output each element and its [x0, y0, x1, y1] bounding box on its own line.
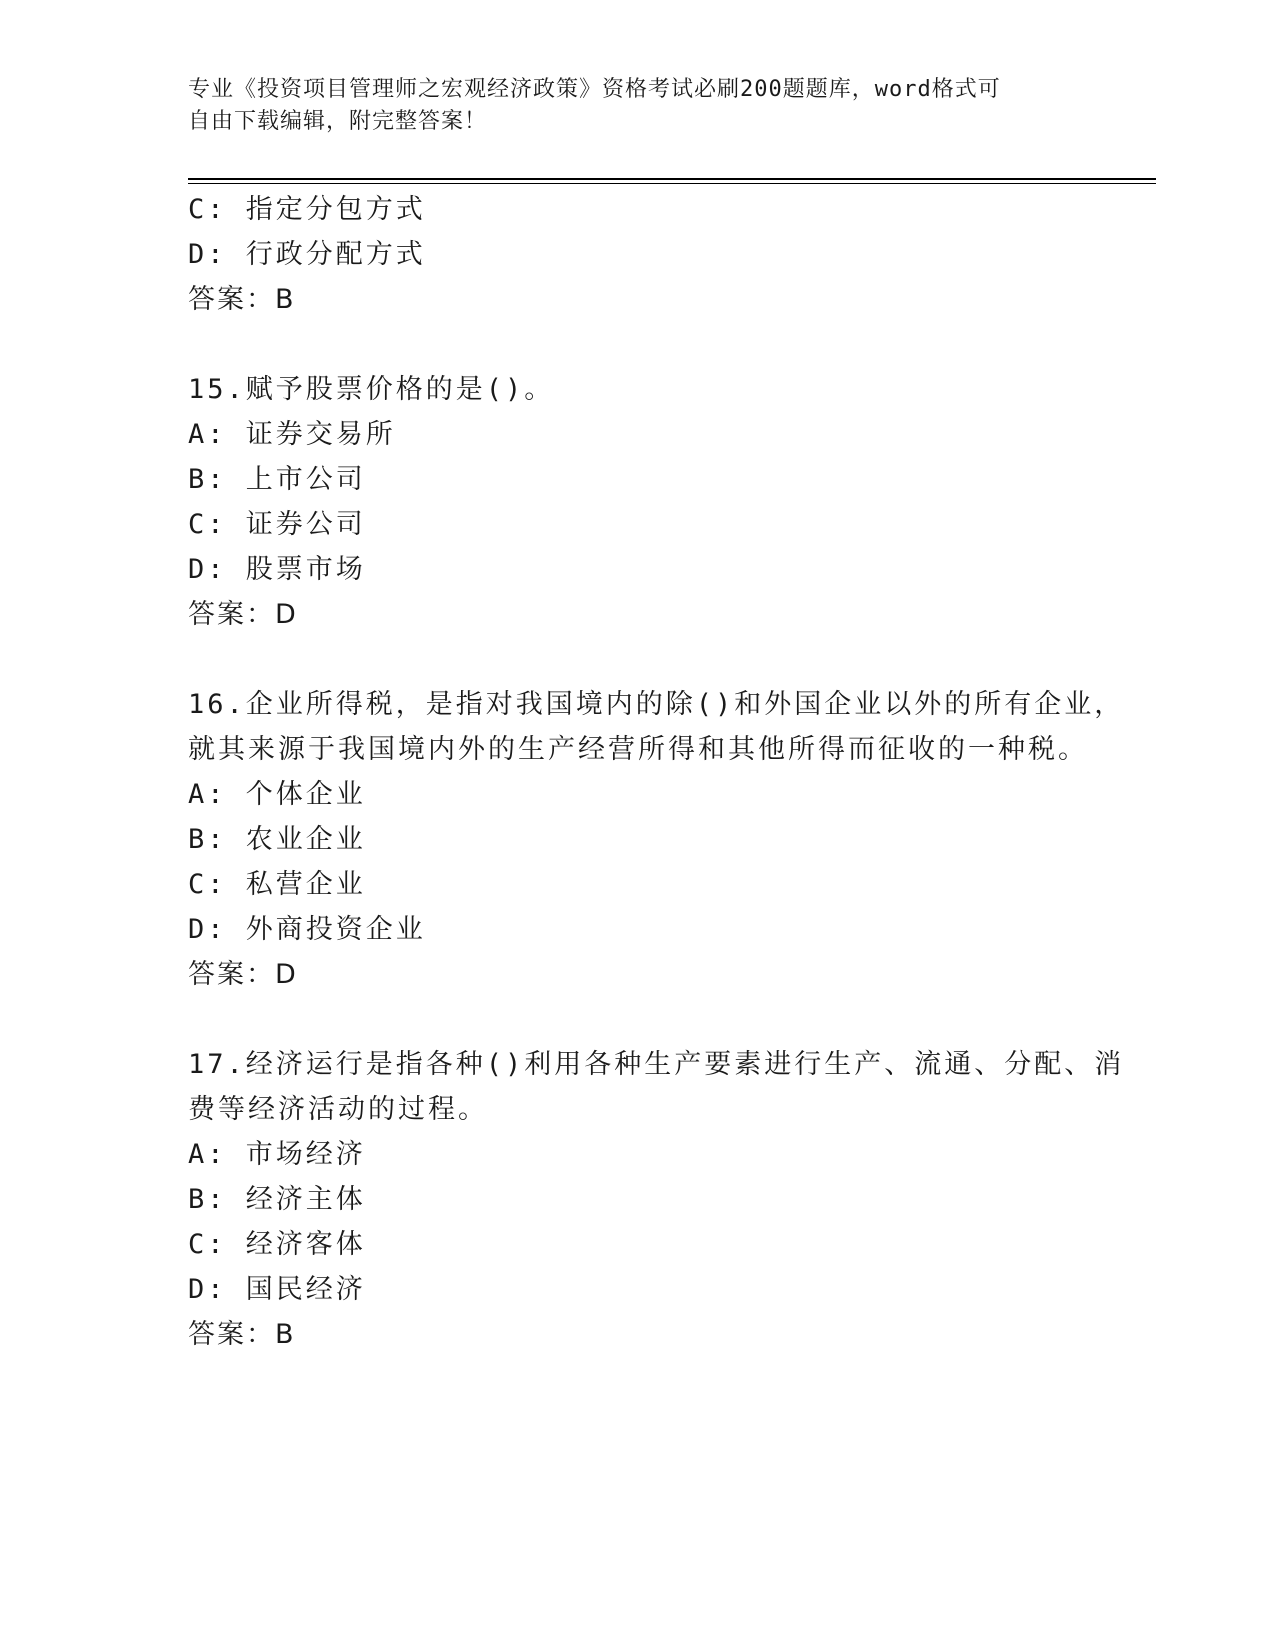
- q15-question: 15.赋予股票价格的是()。: [188, 374, 555, 405]
- q15-option-a: A: 证券交易所: [188, 419, 396, 450]
- q16-option-c: C: 私营企业: [188, 869, 366, 900]
- q17-question-line-1: 17.经济运行是指各种()利用各种生产要素进行生产、流通、分配、消: [188, 1049, 1125, 1080]
- q16-option-d: D: 外商投资企业: [188, 914, 426, 945]
- q16-option-b: B: 农业企业: [188, 824, 366, 855]
- header-divider-thin: [188, 183, 1156, 184]
- q14-option-d: D: 行政分配方式: [188, 239, 426, 270]
- q17-option-d: D: 国民经济: [188, 1274, 366, 1305]
- q14-option-c: C: 指定分包方式: [188, 194, 426, 225]
- document-header: [188, 74, 1068, 138]
- header-divider-thick: [188, 178, 1156, 180]
- q15-option-b: B: 上市公司: [188, 464, 366, 495]
- q17-question-line-2: 费等经济活动的过程。: [188, 1094, 488, 1125]
- q15-option-c: C: 证券公司: [188, 509, 366, 540]
- q15-option-d: D: 股票市场: [188, 554, 366, 585]
- header-line-1: 专业《投资项目管理师之宏观经济政策》资格考试必刷200题题库，word格式可: [188, 77, 1001, 102]
- q15-answer: 答案：D: [188, 599, 298, 630]
- q17-option-c: C: 经济客体: [188, 1229, 366, 1260]
- q17-option-a: A: 市场经济: [188, 1139, 366, 1170]
- q16-question-line-2: 就其来源于我国境内外的生产经营所得和其他所得而征收的一种税。: [188, 734, 1088, 765]
- q17-answer: 答案：B: [188, 1319, 296, 1350]
- q17-option-b: B: 经济主体: [188, 1184, 366, 1215]
- q14-answer: 答案：B: [188, 284, 296, 315]
- q16-answer: 答案：D: [188, 959, 298, 990]
- header-line-2: 自由下载编辑，附完整答案！: [188, 109, 488, 134]
- q16-question-line-1: 16.企业所得税，是指对我国境内的除()和外国企业以外的所有企业，: [188, 689, 1125, 720]
- q16-option-a: A: 个体企业: [188, 779, 366, 810]
